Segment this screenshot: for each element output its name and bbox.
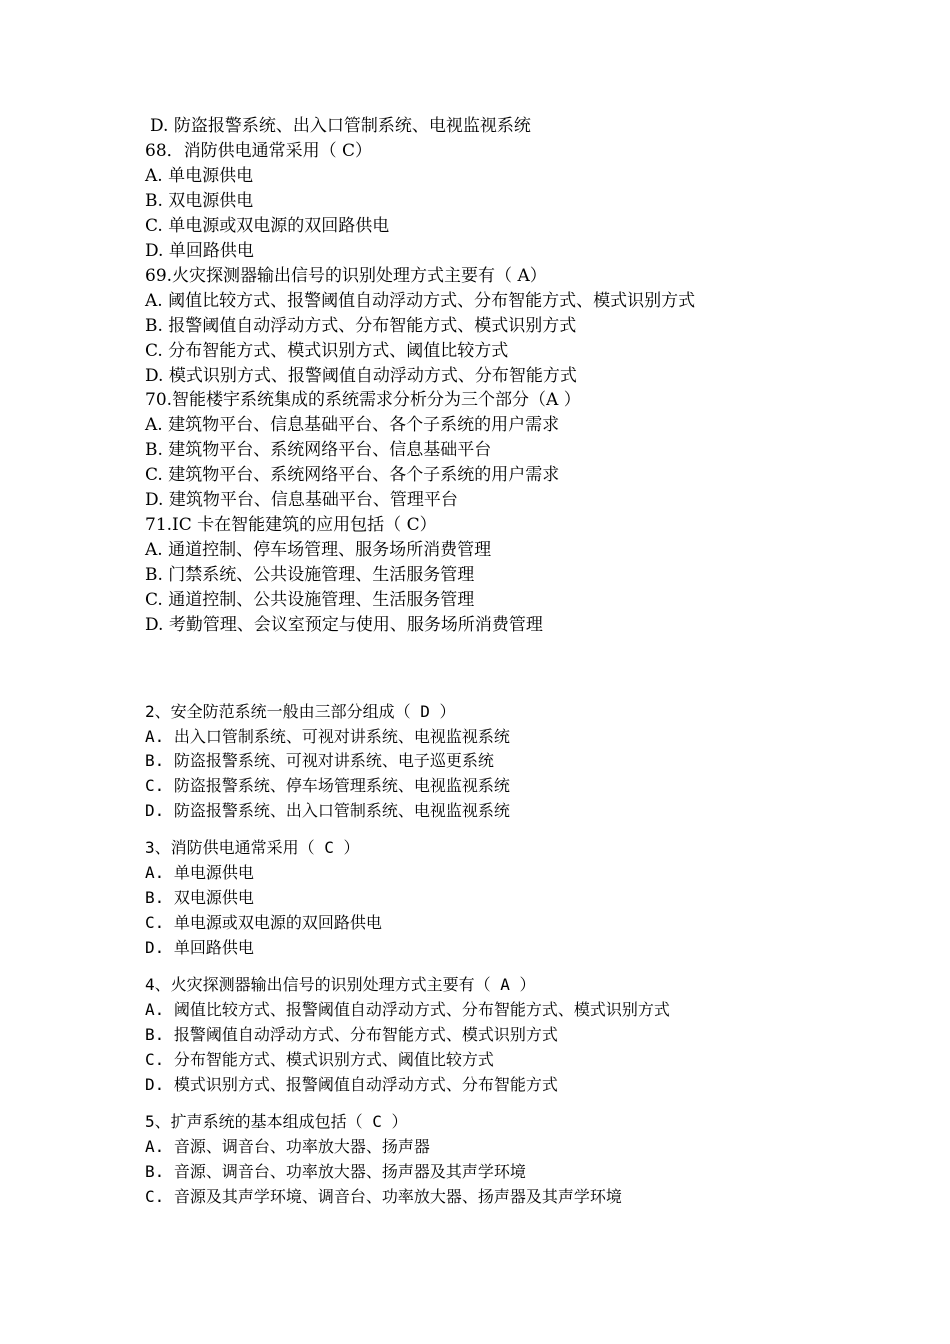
q71-option-b: B. 门禁系统、公共设施管理、生活服务管理 (145, 565, 475, 585)
q71-option-a: A. 通道控制、停车场管理、服务场所消费管理 (145, 540, 492, 560)
q2-option-d: D. 防盗报警系统、出入口管制系统、电视监视系统 (145, 801, 510, 820)
q68-question: 68．消防供电通常采用（ C） (145, 141, 373, 161)
q5-question: 5、扩声系统的基本组成包括（ C ） (145, 1112, 408, 1131)
q69-question: 69.火灾探测器输出信号的识别处理方式主要有（ A） (145, 266, 547, 286)
q4-question: 4、火灾探测器输出信号的识别处理方式主要有（ A ） (145, 975, 536, 994)
q2-option-a: A. 出入口管制系统、可视对讲系统、电视监视系统 (145, 727, 510, 746)
q68-option-c: C. 单电源或双电源的双回路供电 (145, 216, 390, 236)
q2-option-b: B. 防盗报警系统、可视对讲系统、电子巡更系统 (145, 751, 494, 770)
q2-question: 2、安全防范系统一般由三部分组成（ D ） (145, 702, 456, 721)
q67-option-d: D. 防盗报警系统、出入口管制系统、电视监视系统 (150, 116, 531, 136)
q5-option-c: C. 音源及其声学环境、调音台、功率放大器、扬声器及其声学环境 (145, 1187, 622, 1206)
q3-question: 3、消防供电通常采用（ C ） (145, 838, 360, 857)
q3-option-b: B. 双电源供电 (145, 888, 254, 907)
q71-option-c: C. 通道控制、公共设施管理、生活服务管理 (145, 590, 475, 610)
q68-option-b: B. 双电源供电 (145, 191, 254, 211)
q3-option-c: C. 单电源或双电源的双回路供电 (145, 913, 382, 932)
q71-question: 71.IC 卡在智能建筑的应用包括（ C） (145, 515, 437, 535)
q4-option-a: A. 阈值比较方式、报警阈值自动浮动方式、分布智能方式、模式识别方式 (145, 1000, 670, 1019)
q70-question: 70.智能楼宇系统集成的系统需求分析分为三个部分（A ） (145, 390, 581, 410)
q69-option-b: B. 报警阈值自动浮动方式、分布智能方式、模式识别方式 (145, 316, 577, 336)
q70-option-a: A. 建筑物平台、信息基础平台、各个子系统的用户需求 (145, 415, 560, 435)
q5-option-a: A. 音源、调音台、功率放大器、扬声器 (145, 1137, 430, 1156)
q3-option-d: D. 单回路供电 (145, 938, 254, 957)
q3-option-a: A. 单电源供电 (145, 863, 254, 882)
q70-option-b: B. 建筑物平台、系统网络平台、信息基础平台 (145, 440, 492, 460)
q68-option-d: D. 单回路供电 (145, 241, 254, 261)
q68-option-a: A. 单电源供电 (145, 166, 254, 186)
q69-option-a: A. 阈值比较方式、报警阈值自动浮动方式、分布智能方式、模式识别方式 (145, 291, 696, 311)
q5-option-b: B. 音源、调音台、功率放大器、扬声器及其声学环境 (145, 1162, 526, 1181)
q4-option-d: D. 模式识别方式、报警阈值自动浮动方式、分布智能方式 (145, 1075, 558, 1094)
q69-option-c: C. 分布智能方式、模式识别方式、阈值比较方式 (145, 341, 509, 361)
q70-option-c: C. 建筑物平台、系统网络平台、各个子系统的用户需求 (145, 465, 560, 485)
q4-option-c: C. 分布智能方式、模式识别方式、阈值比较方式 (145, 1050, 494, 1069)
q4-option-b: B. 报警阈值自动浮动方式、分布智能方式、模式识别方式 (145, 1025, 558, 1044)
q2-option-c: C. 防盗报警系统、停车场管理系统、电视监视系统 (145, 776, 510, 795)
q69-option-d: D. 模式识别方式、报警阈值自动浮动方式、分布智能方式 (145, 366, 577, 386)
q71-option-d: D. 考勤管理、会议室预定与使用、服务场所消费管理 (145, 615, 543, 635)
q70-option-d: D. 建筑物平台、信息基础平台、管理平台 (145, 490, 458, 510)
